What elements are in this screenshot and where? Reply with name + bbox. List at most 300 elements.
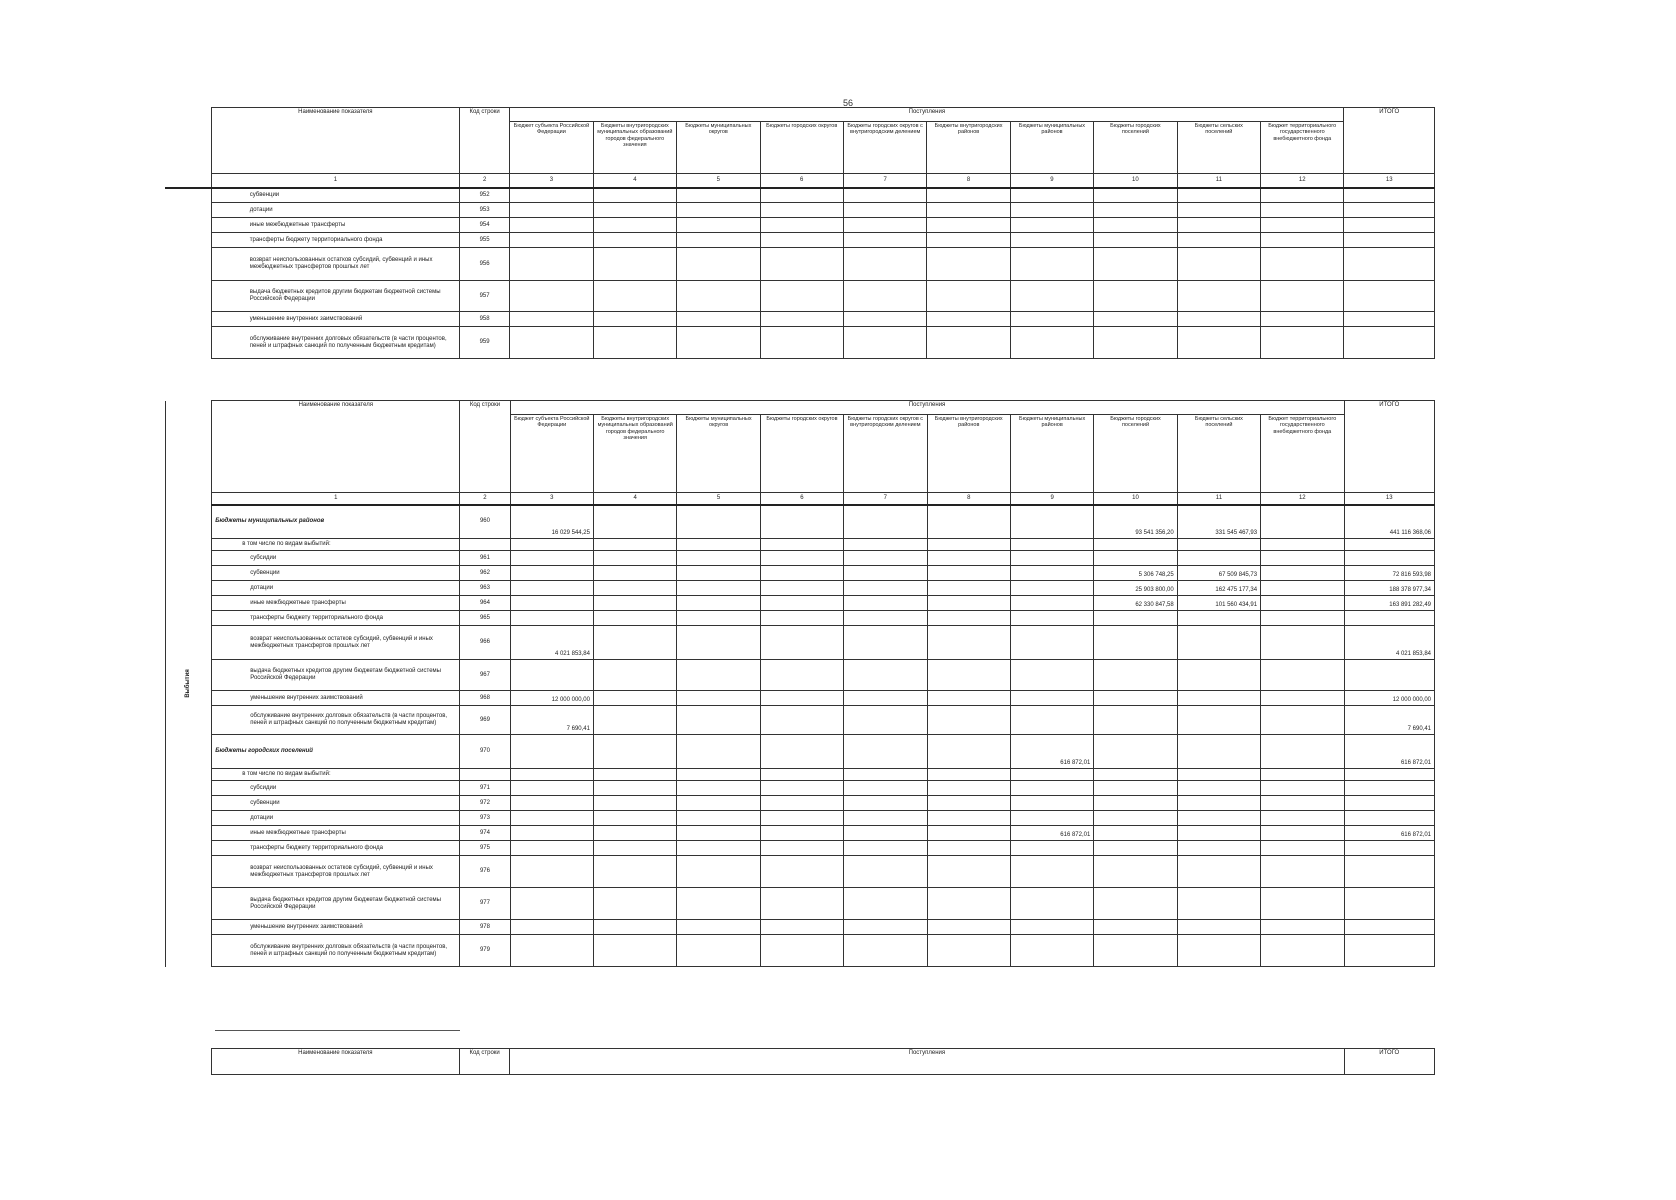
row-name: выдача бюджетных кредитов другим бюджетам бюджетной системы Российской Федерации — [212, 660, 460, 691]
row-name: трансферты бюджету территориального фонда — [212, 841, 460, 856]
value-cell — [927, 233, 1010, 248]
value-cell — [1261, 551, 1344, 566]
value-cell — [677, 826, 760, 841]
value-cell — [677, 660, 760, 691]
column-number: 11 — [1177, 493, 1260, 505]
row-code: 959 — [459, 327, 509, 359]
value-cell — [1177, 706, 1260, 735]
value-cell — [677, 626, 760, 660]
value-cell — [1010, 841, 1093, 856]
value-cell — [927, 312, 1010, 327]
value-cell — [510, 188, 593, 203]
value-cell — [927, 769, 1010, 781]
value-cell — [760, 769, 843, 781]
value-cell — [1010, 188, 1093, 203]
value-cell — [760, 281, 843, 312]
value-cell — [677, 796, 760, 811]
total-cell: 188 378 977,34 — [1344, 581, 1434, 596]
value-cell — [760, 611, 843, 626]
value-cell — [593, 218, 676, 233]
value-cell — [593, 706, 676, 735]
column-number: 12 — [1261, 174, 1344, 188]
value-cell: 5 306 748,25 — [1094, 566, 1177, 581]
value-cell — [760, 826, 843, 841]
value-cell — [844, 551, 927, 566]
value-cell — [677, 781, 760, 796]
value-cell — [1261, 248, 1344, 281]
value-cell — [1094, 539, 1177, 551]
value-cell: 62 330 847,58 — [1094, 596, 1177, 611]
value-cell — [1094, 735, 1177, 769]
value-cell — [1094, 920, 1177, 935]
value-cell: 25 903 800,00 — [1094, 581, 1177, 596]
value-cell — [760, 188, 843, 203]
value-cell — [927, 281, 1010, 312]
value-cell — [593, 769, 676, 781]
header-receipts: Поступления — [510, 108, 1344, 122]
row-code: 971 — [460, 781, 510, 796]
value-cell — [760, 566, 843, 581]
header-total: ИТОГО — [1344, 401, 1434, 493]
row-name: субвенции — [212, 796, 460, 811]
value-cell — [510, 281, 593, 312]
value-cell — [1261, 769, 1344, 781]
row-code: 977 — [460, 888, 510, 920]
column-header: Бюджеты внутригородских муниципальных образований городов федерального значения — [593, 415, 676, 493]
value-cell — [677, 841, 760, 856]
row-name: дотации — [211, 203, 459, 218]
spacer-cell — [165, 203, 211, 218]
value-cell: 16 029 544,25 — [510, 505, 593, 539]
column-number: 3 — [510, 493, 593, 505]
value-cell — [844, 856, 927, 888]
row-name: субсидии — [212, 551, 460, 566]
value-cell — [677, 920, 760, 935]
value-cell — [1261, 281, 1344, 312]
value-cell — [1344, 203, 1435, 218]
value-cell — [760, 581, 843, 596]
value-cell — [593, 888, 676, 920]
row-code: 970 — [460, 735, 510, 769]
table-row — [166, 781, 1435, 796]
value-cell — [760, 626, 843, 660]
value-cell: 616 872,01 — [1010, 826, 1093, 841]
table-row — [166, 769, 1435, 781]
value-cell — [843, 233, 926, 248]
spacer-cell — [165, 312, 211, 327]
value-cell — [1094, 218, 1177, 233]
value-cell — [843, 248, 926, 281]
value-cell — [593, 841, 676, 856]
total-cell: 616 872,01 — [1344, 735, 1434, 769]
row-name: в том числе по видам выбытий: — [212, 769, 460, 781]
row-code: 974 — [460, 826, 510, 841]
value-cell — [593, 327, 676, 359]
value-cell — [510, 888, 593, 920]
row-code — [460, 769, 510, 781]
value-cell — [927, 796, 1010, 811]
value-cell — [1094, 811, 1177, 826]
table-row — [166, 811, 1435, 826]
row-code: 955 — [459, 233, 509, 248]
table-row — [166, 796, 1435, 811]
value-cell — [844, 769, 927, 781]
value-cell — [1261, 203, 1344, 218]
value-cell — [844, 841, 927, 856]
value-cell — [677, 581, 760, 596]
value-cell — [1010, 581, 1093, 596]
row-code: 953 — [459, 203, 509, 218]
table-row — [166, 596, 1435, 611]
side-label: Выбытия — [185, 669, 192, 698]
row-name: возврат неиспользованных остатков субсидий, субвенций и иных межбюджетных трансфертов прошлых лет — [212, 856, 460, 888]
column-number: 7 — [843, 174, 926, 188]
value-cell — [844, 539, 927, 551]
value-cell — [510, 596, 593, 611]
total-cell: 616 872,01 — [1344, 826, 1434, 841]
row-name: уменьшение внутренних заимствований — [212, 691, 460, 706]
spacer-cell — [165, 218, 211, 233]
column-header: Бюджет территориального государственного внебюджетного фонда — [1261, 415, 1344, 493]
column-header: Бюджеты городских округов — [760, 415, 843, 493]
column-number: 1 — [212, 493, 460, 505]
header-name: Наименование показателя — [211, 1049, 459, 1075]
value-cell — [1010, 888, 1093, 920]
column-number: 8 — [927, 174, 1010, 188]
value-cell — [510, 218, 593, 233]
value-cell — [1010, 811, 1093, 826]
value-cell — [1261, 218, 1344, 233]
budget-table-disposals — [165, 400, 1435, 967]
value-cell — [677, 248, 760, 281]
value-cell — [927, 551, 1010, 566]
value-cell — [927, 218, 1010, 233]
value-cell — [593, 188, 676, 203]
value-cell — [510, 327, 593, 359]
table-row — [166, 611, 1435, 626]
value-cell: 67 509 845,73 — [1177, 566, 1260, 581]
value-cell — [927, 706, 1010, 735]
value-cell — [510, 660, 593, 691]
table-row — [165, 218, 1435, 233]
value-cell — [1261, 505, 1344, 539]
value-cell — [760, 811, 843, 826]
value-cell — [1094, 327, 1177, 359]
row-name: дотации — [212, 581, 460, 596]
value-cell — [1094, 769, 1177, 781]
column-number: 10 — [1094, 174, 1177, 188]
value-cell — [1344, 188, 1435, 203]
value-cell — [677, 691, 760, 706]
value-cell — [510, 203, 593, 218]
value-cell — [927, 735, 1010, 769]
row-code: 958 — [459, 312, 509, 327]
value-cell — [760, 660, 843, 691]
row-code: 972 — [460, 796, 510, 811]
value-cell — [593, 566, 676, 581]
value-cell — [927, 566, 1010, 581]
value-cell — [1261, 626, 1344, 660]
value-cell — [510, 539, 593, 551]
row-code: 957 — [459, 281, 509, 312]
value-cell — [1261, 856, 1344, 888]
value-cell — [677, 218, 760, 233]
value-cell — [760, 218, 843, 233]
row-code: 960 — [460, 505, 510, 539]
divider-line — [215, 1030, 460, 1031]
value-cell — [1177, 539, 1260, 551]
column-header: Бюджеты сельских поселений — [1177, 415, 1260, 493]
row-code: 976 — [460, 856, 510, 888]
value-cell — [1094, 281, 1177, 312]
value-cell — [677, 935, 760, 967]
value-cell — [760, 551, 843, 566]
value-cell — [510, 935, 593, 967]
column-number: 12 — [1261, 493, 1344, 505]
row-name: дотации — [212, 811, 460, 826]
value-cell — [593, 611, 676, 626]
column-number: 1 — [211, 174, 459, 188]
column-number: 13 — [1344, 493, 1434, 505]
table-row — [166, 841, 1435, 856]
value-cell — [1261, 596, 1344, 611]
value-cell — [593, 203, 676, 218]
total-cell — [1344, 539, 1434, 551]
value-cell — [844, 626, 927, 660]
table-row — [166, 706, 1435, 735]
value-cell — [1261, 581, 1344, 596]
value-cell — [843, 281, 926, 312]
value-cell — [593, 796, 676, 811]
value-cell — [1177, 920, 1260, 935]
total-cell — [1344, 769, 1434, 781]
header-name: Наименование показателя — [211, 108, 459, 174]
value-cell — [1177, 281, 1260, 312]
column-header: Бюджет субъекта Российской Федерации — [510, 415, 593, 493]
row-name: обслуживание внутренних долговых обязательств (в части процентов, пеней и штрафных санкций по полученным бюджетным кредитам) — [211, 327, 459, 359]
value-cell — [677, 551, 760, 566]
table-row — [166, 581, 1435, 596]
value-cell — [844, 505, 927, 539]
value-cell — [1094, 781, 1177, 796]
row-name: возврат неиспользованных остатков субсидий, субвенций и иных межбюджетных трансфертов прошлых лет — [212, 626, 460, 660]
total-cell — [1344, 660, 1434, 691]
table-row — [165, 312, 1435, 327]
value-cell — [1177, 327, 1260, 359]
value-cell — [844, 706, 927, 735]
column-number: 7 — [844, 493, 927, 505]
header-code: Код строки — [460, 401, 510, 493]
value-cell — [760, 248, 843, 281]
row-name: выдача бюджетных кредитов другим бюджетам бюджетной системы Российской Федерации — [212, 888, 460, 920]
table-row — [166, 626, 1435, 660]
value-cell — [677, 811, 760, 826]
row-name: субсидии — [212, 781, 460, 796]
value-cell — [1261, 735, 1344, 769]
value-cell — [1261, 706, 1344, 735]
value-cell — [1094, 856, 1177, 888]
value-cell — [843, 327, 926, 359]
value-cell — [510, 312, 593, 327]
value-cell — [677, 566, 760, 581]
value-cell — [760, 735, 843, 769]
value-cell — [760, 706, 843, 735]
value-cell — [1261, 841, 1344, 856]
column-header: Бюджеты муниципальных округов — [677, 122, 760, 174]
column-header: Бюджеты внутригородских муниципальных образований городов федерального значения — [593, 122, 676, 174]
value-cell — [1094, 841, 1177, 856]
value-cell — [760, 203, 843, 218]
value-cell — [677, 611, 760, 626]
row-code: 967 — [460, 660, 510, 691]
column-number: 10 — [1094, 493, 1177, 505]
column-number: 5 — [677, 174, 760, 188]
value-cell — [1010, 233, 1093, 248]
table-row — [166, 660, 1435, 691]
value-cell — [677, 888, 760, 920]
header-receipts: Поступления — [510, 1049, 1344, 1075]
value-cell — [1261, 539, 1344, 551]
value-cell — [1261, 233, 1344, 248]
row-code: 969 — [460, 706, 510, 735]
row-code: 962 — [460, 566, 510, 581]
value-cell — [1010, 505, 1093, 539]
total-cell: 72 816 593,98 — [1344, 566, 1434, 581]
table-row — [166, 935, 1435, 967]
column-number: 6 — [760, 493, 843, 505]
header-name: Наименование показателя — [212, 401, 460, 493]
value-cell — [677, 233, 760, 248]
value-cell — [593, 660, 676, 691]
total-cell — [1344, 935, 1434, 967]
column-header: Бюджеты городских округов с внутригородским делением — [844, 415, 927, 493]
row-name: обслуживание внутренних долговых обязательств (в части процентов, пеней и штрафных санкций по полученным бюджетным кредитам) — [212, 706, 460, 735]
column-number: 11 — [1177, 174, 1260, 188]
value-cell — [1094, 691, 1177, 706]
row-name: субвенции — [211, 188, 459, 203]
value-cell — [510, 611, 593, 626]
total-cell — [1344, 551, 1434, 566]
value-cell — [1177, 188, 1260, 203]
value-cell — [1010, 539, 1093, 551]
value-cell — [1010, 691, 1093, 706]
spacer-cell — [165, 248, 211, 281]
value-cell — [593, 312, 676, 327]
row-name: трансферты бюджету территориального фонда — [212, 611, 460, 626]
value-cell — [927, 691, 1010, 706]
column-number: 3 — [510, 174, 593, 188]
value-cell: 616 872,01 — [1010, 735, 1093, 769]
value-cell — [510, 841, 593, 856]
value-cell: 162 475 177,34 — [1177, 581, 1260, 596]
table-row — [166, 826, 1435, 841]
row-code: 978 — [460, 920, 510, 935]
value-cell — [593, 596, 676, 611]
value-cell — [1094, 203, 1177, 218]
value-cell — [760, 856, 843, 888]
value-cell — [844, 781, 927, 796]
total-cell — [1344, 796, 1434, 811]
value-cell — [1010, 281, 1093, 312]
value-cell: 101 560 434,91 — [1177, 596, 1260, 611]
row-name: обслуживание внутренних долговых обязательств (в части процентов, пеней и штрафных санкций по полученным бюджетным кредитам) — [212, 935, 460, 967]
spacer-cell — [165, 1049, 211, 1075]
spacer-cell — [165, 188, 211, 203]
value-cell — [1177, 841, 1260, 856]
value-cell — [1177, 248, 1260, 281]
total-cell: 12 000 000,00 — [1344, 691, 1434, 706]
value-cell — [593, 248, 676, 281]
value-cell — [1344, 281, 1435, 312]
value-cell — [593, 505, 676, 539]
value-cell — [844, 735, 927, 769]
value-cell — [1010, 706, 1093, 735]
value-cell — [760, 841, 843, 856]
row-code: 966 — [460, 626, 510, 660]
total-cell — [1344, 841, 1434, 856]
column-header: Бюджеты внутригородских районов — [927, 415, 1010, 493]
budget-table-next — [165, 1048, 1435, 1075]
value-cell — [593, 281, 676, 312]
value-cell — [677, 856, 760, 888]
row-name: иные межбюджетные трансферты — [212, 596, 460, 611]
value-cell — [677, 505, 760, 539]
value-cell — [510, 796, 593, 811]
row-code: 952 — [459, 188, 509, 203]
value-cell — [843, 188, 926, 203]
value-cell — [1010, 327, 1093, 359]
value-cell — [927, 660, 1010, 691]
value-cell — [593, 691, 676, 706]
value-cell — [593, 551, 676, 566]
header-total: ИТОГО — [1344, 1049, 1434, 1075]
value-cell — [760, 327, 843, 359]
row-code: 973 — [460, 811, 510, 826]
value-cell: 7 690,41 — [510, 706, 593, 735]
row-name: трансферты бюджету территориального фонда — [211, 233, 459, 248]
value-cell — [927, 327, 1010, 359]
value-cell — [510, 566, 593, 581]
value-cell — [844, 796, 927, 811]
total-cell: 163 891 282,49 — [1344, 596, 1434, 611]
value-cell — [927, 505, 1010, 539]
value-cell — [1177, 811, 1260, 826]
value-cell — [1094, 796, 1177, 811]
value-cell — [927, 935, 1010, 967]
value-cell — [1261, 811, 1344, 826]
value-cell: 4 021 853,84 — [510, 626, 593, 660]
value-cell — [1261, 611, 1344, 626]
value-cell — [510, 781, 593, 796]
table-row — [166, 735, 1435, 769]
value-cell — [1177, 888, 1260, 920]
table-row — [166, 551, 1435, 566]
value-cell — [1344, 312, 1435, 327]
value-cell — [1261, 935, 1344, 967]
value-cell — [1094, 826, 1177, 841]
value-cell — [677, 203, 760, 218]
value-cell — [677, 281, 760, 312]
value-cell — [510, 769, 593, 781]
spacer-cell — [165, 281, 211, 312]
column-header: Бюджеты городских поселений — [1094, 122, 1177, 174]
value-cell — [593, 920, 676, 935]
value-cell — [1094, 551, 1177, 566]
value-cell — [1094, 611, 1177, 626]
value-cell — [510, 233, 593, 248]
value-cell — [510, 920, 593, 935]
value-cell — [593, 826, 676, 841]
